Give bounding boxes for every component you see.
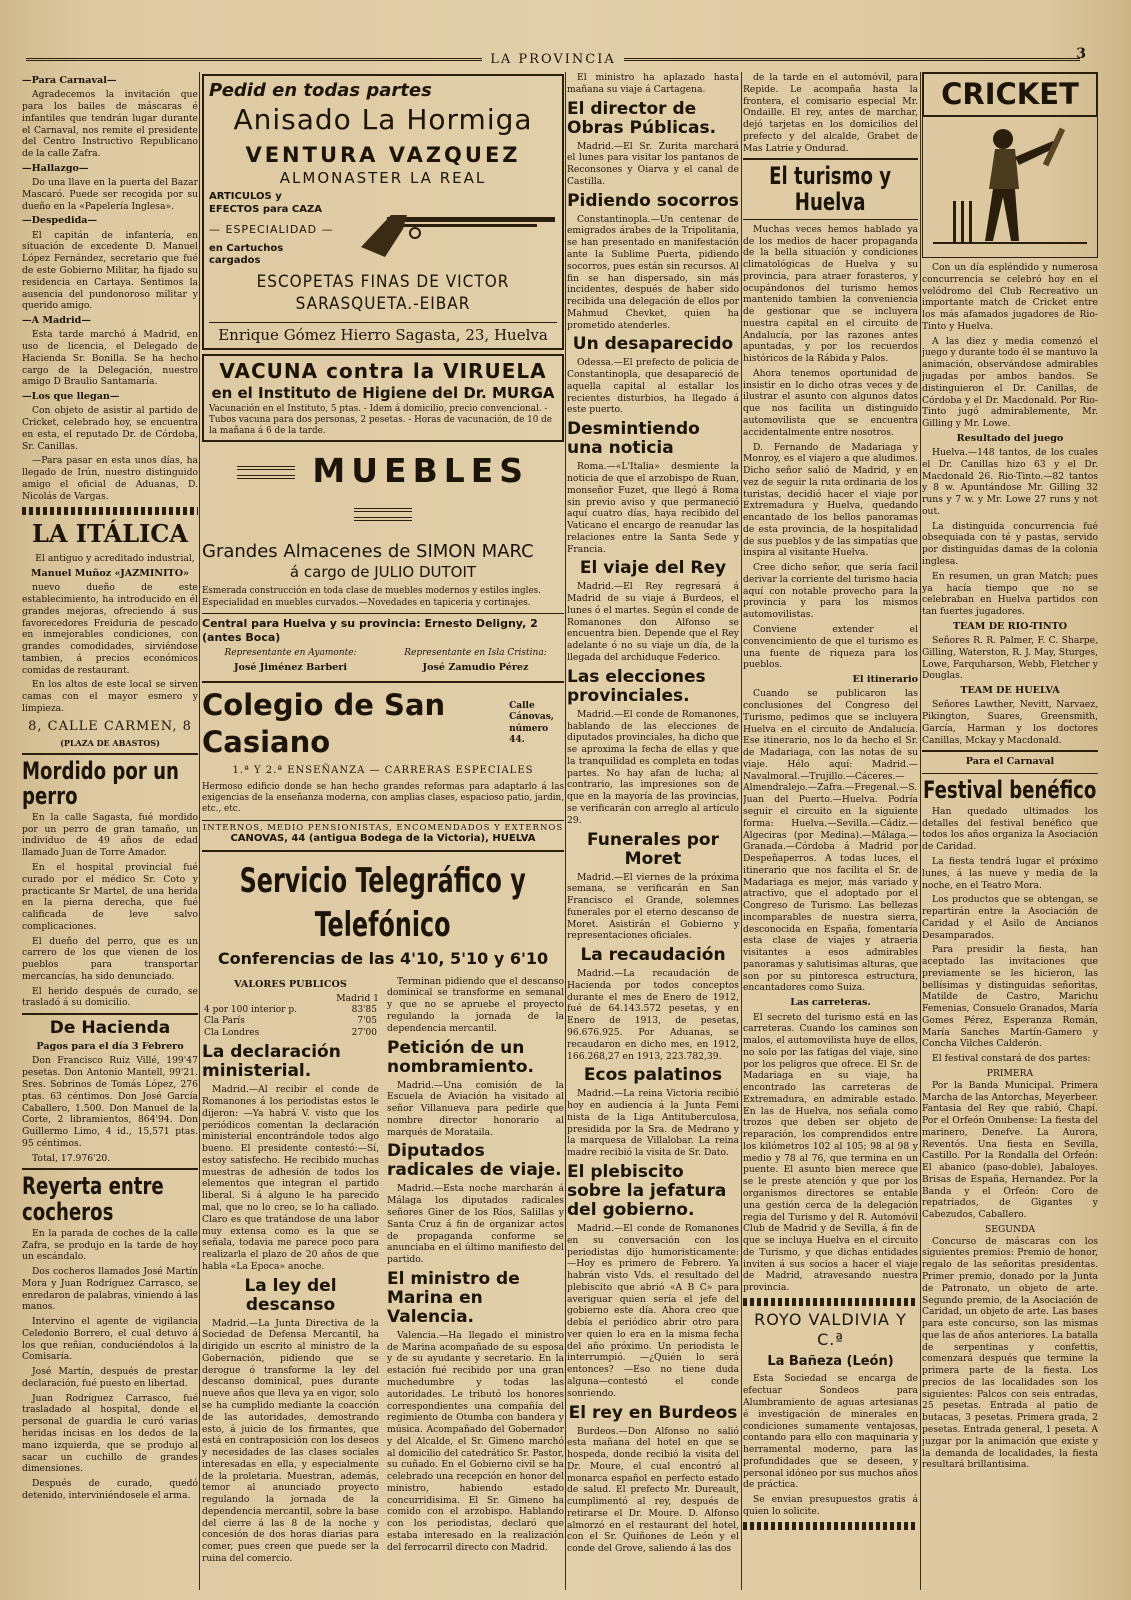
subheading: SEGUNDA xyxy=(984,1223,1036,1235)
ad-line: Grandes Almacenes de SIMON MARC xyxy=(202,541,534,563)
headline: Las elecciones provinciales. xyxy=(567,666,706,706)
subheading: TEAM DE RIO-TINTO xyxy=(952,620,1068,632)
paragraph: Madrid.—Al recibir el conde de Romanones á los periodistas estos le dijeron: —Ya habrá V. visto que los periódicos comentan la declaración ministerial encontrándole todos algo bueno. El presidente contestó:—Sí, estoy satisfecho. He recibido muchas muestras de adhesión de todos los elementos que integran el partido liberal. Si á alguno le ha parecido mal, que no lo creo, se lo ha callado. Claro es que tratándose de una labor muy extensa como es la que se señala, todavia me parece poco para realizarla el plazo de 20 años de que habla «La Epoca» anoche. xyxy=(202,1084,379,1272)
rule xyxy=(22,1013,198,1015)
rule xyxy=(922,750,1098,752)
headline: Festival benéfico xyxy=(923,775,1097,804)
ad-line: á cargo de JULIO DUTOIT xyxy=(289,563,477,582)
ad-line: Colegio de San Casiano xyxy=(202,687,446,759)
subheading: Las carreteras. xyxy=(790,997,871,1009)
paragraph: Madrid.—La Junta Directiva de la Sociedad de Defensa Mercantil, ha dirigido un escrito al ministro de la Gobernación, pidiendo que se derogue ó transforme la ley del descanso dominical, pues durante nueve años que lleva ya en vigor, solo se ha cumplido mediante la coacción de las autoridades, demostrando esto, á juicio de los firmantes, que está en contraposición con los deseos y necesidades de las clases sociales interesadas en ella, y especialmente de la proletaria. Muestran, además, temor al anunciado proyecto regulando la jornada de la dependencia mercantil, sobre la base del cierre á las 8 de la noche y concesión de dos horas diarias para comer, pues creen que puede ser la ruina del comercio. xyxy=(202,1317,379,1564)
subheading: Para el Carnaval xyxy=(965,756,1055,768)
royo-title: ROYO VALDIVIA Y C.ª xyxy=(754,1309,907,1350)
headline: La declaración ministerial. xyxy=(202,1042,341,1082)
paragraph: Madrid.—Esta noche marcharán á Málaga los diputados radicales señores Giner de los Ríos, Salillas y Santa Cruz á fin de organizar actos de propaganda conforme se anunciaba en el último manifiesto del partido. xyxy=(387,1183,564,1266)
paragraph: El antiguo y acreditado industrial, xyxy=(35,553,195,565)
paragraph: Burdeos.—Don Alfonso no salió esta mañana del hotel en que se hospeda, donde recibió la visita del Dr. Moure, el cual encontró al monarca español en perfecto estado de salud. El prefecto Mr. Dureault, cumplimentó al rey, después de retirarse el Dr. Moure. D. Alfonso almorzó en el restaurant del hotel, con el Sr. Quiñones de León y el conde del Grove, saliendo á las dos xyxy=(567,1425,739,1555)
paragraph: La distinguida concurrencia fué obsequiada con té y pastas, servido por distinguidas damas de la colonia inglesa. xyxy=(922,520,1098,567)
paragraph: En los altos de este local se sirven camas con el mayor esmero y limpieza. xyxy=(22,679,198,714)
paragraph: Do una llave en la puerta del Bazar Mascaró. Puede ser recogida por su dueño en la «Papelería Inglesa». xyxy=(22,177,198,212)
paragraph: Odessa.—El prefecto de policia de Constantinopla, que desapareció de aquella capital al estallar los recientes disturbios, ha llegado á este puerto. xyxy=(567,357,739,416)
paragraph: El ministro ha aplazado hasta mañana su viaje á Cartagena. xyxy=(567,72,739,95)
paragraph: Por la Banda Municipal. Primera Marcha de las Antorchas, Meyerbeer. Fantasia del Rey que rabió, Chapí. Por el Orfeón Onubense: La fiesta del marinero, Denefve. La Aurora, Reventós. Una fiesta en Sevilla, Castillo. Por la Rondalla del Orfeón: El abanico (paso-doble), Jabaloyes. Brisas de España, Hernandez. Por la Banda y el Orfeón: Coro de repatriados, de Gigantes y Cabezudos, Caballero. xyxy=(922,1079,1098,1221)
paragraph: El dueño del perro, que es un carrero de los que vienen de los pueblos para transportar mercancías, ha sido denunciado. xyxy=(22,935,198,982)
paragraph: Para presidir la fiesta, han aceptado las invitaciones que previamente se les hicieron, las bellísimas y distinguidas señoritas, Matilde de Castro, Marichu Femenias, Consuelo Granados, María Gomes Pérez, Esperanza Román, María Sanches Martín-Gamero y Concha Vilches Calderón. xyxy=(922,944,1098,1050)
paragraph: Roma.—«L'Italia» desmiente la noticia de que el arzobispo de Ruan, monseñor Fuzet, que llegó á Roma sin previo aviso y que permaneció aquí cuatro días, haya recibido del Vaticano el encargo de reanudar las relaciones entre la Santa Sede y Francia. xyxy=(567,461,739,555)
column-rule xyxy=(199,72,200,1590)
subheading: VALORES PUBLICOS xyxy=(234,978,347,990)
paragraph: D. Fernando de Madariaga y Monroy, es el viajero a que aludimos. Dicho señor salió de Madrid, y en vez de seguir la ruta ordinaria de los turistas, decidió hacer el viaje por Extremadura y Huelva, quedando encantado de los bellos panoramas de esta provincia, de la hospitalidad de sus pueblos y de las simpatías que inspira al visitante Huelva. xyxy=(743,441,918,559)
page-number: 3 xyxy=(1076,46,1088,62)
paragraph: Concurso de máscaras con los siguientes premios: Premio de honor, regalo de las señoritas presidentas. Primer premio, donado por la Junta de Patronato, un objeto de arte. Segundo premio, de la Asociación de Caridad, un objeto de arte. Las bases para este concurso, son las mismas que las de años anteriores. La batalla de serpentinas y confettis, comenzará después que termine la primera parte de la fiesta. Los precios de las localidades son los siguientes: Palcos con seis entradas, 25 pesetas. Entrada al patio de butacas, 3 pesetas. Primera grada, 2 pesetas. Entrada general, 1 peseta. A juzgar por la animación que existe y la demanda de localidades, la fiesta resultará brillantisima. xyxy=(922,1235,1098,1471)
paragraph: Agradecemos la invitación que para los bailes de máscaras é infantiles que tendrán lugar durante el Carnaval, nos remite el presidente del Centro Instructivo Republicano de la calle Zafra. xyxy=(22,89,198,160)
ad-line: en el Instituto de Higiene del Dr. MURGA xyxy=(211,384,555,403)
column-rule xyxy=(565,72,566,1590)
ornament-rule xyxy=(743,1298,918,1306)
ad-line: — ESPECIALIDAD — xyxy=(209,222,334,236)
paragraph: Muchas veces hemos hablado ya de los medios de hacer propaganda de la bella situación y condiciones climatológicas de Huelva y su provincia, para atraer forasteros, y ocupándonos del turismo hemos mantenido tambien la conveniencia de gestionar que se incluyera nuestra capital en el circuito de Andalucía, por las razones antes apuntadas, y por los recuerdos históricos de la Rábida y Palos. xyxy=(743,223,918,365)
rule xyxy=(202,850,564,852)
ad-row xyxy=(202,687,564,761)
subheading: Resultado del juego xyxy=(956,432,1064,444)
paragraph: En el hospital provincial fué curado por el médico Sr. Coto y practicante Sr Martel, de una herida en la pierna derecha, que fué calificada de leve salvo complicaciones. xyxy=(22,862,198,932)
column-2 xyxy=(202,72,564,1592)
paragraph: Cuando se publicaron las conclusiones del Congreso del Turismo, pedimos que se incluyera Huelva en el circuito de Andalucía. Ese itinerario, nos lo da hecho el Sr. de Madariaga, con las notas de su viaje. Hélo aquí: Madrid.—Navalmoral.—Trujillo.—Cáceres.—Almendralejo.—Zafra.—Fregenal.—S. Juan del Puerto.—Huelva. Podría seguir el circuito en la siguiente forma: Huelva.—Sevilla.—Cádiz.—Algeciras (por Medina).—Málaga.—Granada.—Córdoba á Madrid por Despeñaperros. A todas luces, el itinerario que nos facilita el Sr. de Madariaga es mejor, más variado y atractivo, que el adoptado por el Congreso de Turismo. Las bellezas incomparables de nuestra sierra, desconocida en España, fomentaría esta clase de viajes y atraeria visitantes a esos admirables panoramas y salutisimas alturas, que son por su pintoresca estructura, encantadores como Suiza. xyxy=(743,688,918,994)
ad-line: José Jiménez Barberi xyxy=(234,662,347,674)
paragraph: El capitán de infantería, en situación de excedente D. Manuel López Fernández, secretario que fué de este Gobierno Militar, ha fijado su residencia en Cartaya. Sentimos la ausencia del pundonoroso militar y querido amigo. xyxy=(22,229,198,312)
paragraph: Huelva.—148 tantos, de los cuales el Dr. Canillas hizo 63 y el Dr. Macdonald 26. Rio-Tinto.—82 tantos y 8 w. Apuntándose Mr. Gilling 32 runs y 7 w. y Mr. Lowe 27 runs y not out. xyxy=(922,447,1098,517)
headline: El rey en Burdeos xyxy=(568,1402,738,1423)
ad-left xyxy=(209,191,334,268)
section-heading: —A Madrid— xyxy=(22,315,91,327)
paragraph: La fiesta tendrá lugar el próximo lunes, á las nueve y media de la noche, en el Teatro Mora. xyxy=(922,855,1098,891)
paragraph: Juan Rodríguez Carrasco, fué trasladado al hospital, donde el personal de guardia le curó varias heridas incisas en los dedos de la mano izquierda, que se produjo al sacar un cuchillo de grandes dimensiones. xyxy=(22,1392,198,1475)
rule xyxy=(22,753,198,755)
advert-vacuna xyxy=(202,354,564,442)
paragraph: de la tarde en el automóvil, para Repide. Le acompaña hasta la frontera, el comisario especial Mr. Ondaille. El rey, antes de marchar, dejó tarjetas en los domicilios del prefecto y del alcalde, Grabet de Mas Latrie y Ondurad. xyxy=(743,72,918,154)
paragraph: En la parada de coches de la calle Zafra, se produjo en la tarde de hoy un escándalo. xyxy=(22,1227,198,1263)
headline: El plebiscito sobre la jefatura del gobierno. xyxy=(567,1161,727,1220)
paragraph: Se envian presupuestos gratis á quien lo solicite. xyxy=(743,1494,918,1517)
ad-line: INTERNOS, MEDIO PENSIONISTAS, ENCOMENDADOS Y EXTERNOS xyxy=(202,820,564,834)
rule xyxy=(743,219,918,220)
headline: Ecos palatinos xyxy=(583,1065,723,1086)
column-rule xyxy=(920,72,921,1590)
cricket-title: CRICKET xyxy=(922,72,1098,117)
table-row xyxy=(202,1016,379,1028)
masthead-title: LA PROVINCIA xyxy=(490,51,616,67)
ad-line: VACUNA contra la VIRUELA xyxy=(219,358,547,383)
ad-line: en Cartuchos cargados xyxy=(209,242,284,267)
column-rule xyxy=(741,72,742,1590)
section-heading: —Los que llegan— xyxy=(22,391,120,403)
headline: El ministro de Marina en Valencia. xyxy=(387,1268,520,1327)
telegram-columns xyxy=(202,976,564,1568)
headline: Un desaparecido xyxy=(572,334,734,355)
paragraph: Esta Sociedad se encarga de efectuar Sondeos para Alumbramiento de aguas artesianas é investigación de minerales en condiciones sumamente ventajosas, contando para ello con maquinaria y herramental moderno, para las profundidades que se deseen, y personal idóneo por sus muchos años de práctica. xyxy=(743,1373,918,1491)
ornament-rule xyxy=(22,507,198,515)
paragraph: Terminan pidiendo que el descanso dominical se transforme en semanal y que no se apruebe el proyecto regulando la jornada de la dependencia mercantil. xyxy=(387,975,564,1034)
column-3 xyxy=(567,72,739,1592)
paragraph: José Martín, después de prestar declaración, fué puesto en libertad. xyxy=(22,1366,198,1389)
italica-address: 8, CALLE CARMEN, 8 xyxy=(28,718,192,734)
table-cell: Cla París xyxy=(204,1016,245,1027)
paragraph: Madrid.—El Rey regresará á Madrid de su viaje á Burdeos, el lunes ó el martes. Según el conde de Romanones don Alfonso se encuentra bien. Depende que el Rey adelante ó no su viaje un día, de la llegada del archiduque Federico. xyxy=(567,581,739,664)
ad-line: José Zamudio Pérez xyxy=(422,662,529,674)
subheading: El itinerario xyxy=(852,674,918,686)
ad-line: VENTURA VAZQUEZ xyxy=(245,142,521,167)
paragraph: Conviene extender el convencimiento de que el turismo es una fuente de riqueza para los pueblos. xyxy=(743,624,918,671)
ad-line: Pedid en todas partes xyxy=(209,80,432,101)
section-heading: —Despedida— xyxy=(22,215,98,227)
paragraph: Ahora tenemos oportunidad de insistir en lo dicho otras veces y de ilustrar el asunto con algunos datos que nos facilita un distinguido automovilista que se encuentra accidentalmente entre nosotros. xyxy=(743,367,918,438)
masthead-rule-right xyxy=(624,58,1080,61)
table-row xyxy=(202,1005,379,1017)
banner-bar xyxy=(354,508,412,521)
ad-line: ALMONASTER LA REAL xyxy=(279,168,487,187)
section-heading: —Para Carnaval— xyxy=(22,75,117,86)
paragraph: Madrid.—Una comisión de la Escuela de Aviación ha visitado al señor Villanueva para pedirle que nombre director honorario al marqués de Morataila. xyxy=(387,1079,564,1138)
paragraph: Cree dicho señor, que sería facil derivar la corriente del turismo hacia aquí con notable provecho para la provincia y para los mismos automovilistas. xyxy=(743,562,918,621)
ad-line: Calle Cánovas, número 44. xyxy=(509,700,554,746)
ad-line: Representante en Ayamonte: xyxy=(224,647,357,658)
telegram-left xyxy=(202,976,379,1568)
paragraph: Madrid.—El Sr. Zurita marchará el lunes para visitar los pantanos de Reconsones y Oiarva y el canal de Castilla. xyxy=(567,140,739,187)
rule xyxy=(743,158,918,160)
ad-line: ARTICULOS y EFECTOS para CAZA xyxy=(209,190,322,215)
table-row xyxy=(202,1028,379,1040)
ad-line: Representante en Isla Cristina: xyxy=(404,647,547,658)
paragraph: En la calle Sagasta, fué mordido por un perro de gran tamaño, un individuo de 49 años de edad llamado Juan de Torre Amador. xyxy=(22,811,198,859)
headline: La ley del descanso xyxy=(244,1275,337,1315)
paragraph: Constantinopla.—Un centenar de emigrados árabes de la Tripolitania, se han presentado en manifestación ante la Sublime Puerta, pidiendo socorros, pues están sin recursos. Al fin se han dispersado, sin más incidentes, después de haber sido recibida una delegación de ellos por Mahmud Chevket, quien ha prometido atenderles. xyxy=(567,213,739,331)
paragraph: —Para pasar en esta unos días, ha llegado de Irún, nuestro distinguido amigo el oficial de Aduanas, D. Nicolás de Vargas. xyxy=(22,455,198,502)
table-cell: Cla Londres xyxy=(204,1027,260,1038)
ad-representatives xyxy=(202,648,564,677)
ad-line: CANOVAS, 44 (antigua Bodega de la Victoria), HUELVA xyxy=(230,833,536,845)
paragraph: En resumen, un gran Match; pues ya hacía tiempo que no se celebraban en Huelva partidos con tan fuertes jugadores. xyxy=(922,570,1098,618)
paragraph: Madrid.—La recaudación de Hacienda por todos conceptos durante el mes de Enero de 1912, fué de 64.143.572 pesetas, y en Enero de 1913, de pesetas, 96.676.925. Por Aduanas, se recaudaron en dicho mes, en 1912, 166.268,27 en 1913, 223.782,39. xyxy=(567,968,739,1062)
advert-simon-marc xyxy=(202,540,564,677)
cricket-player-icon xyxy=(923,117,1097,255)
headline: El director de Obras Públicas. xyxy=(567,98,717,138)
rule xyxy=(22,1168,198,1170)
paragraph: A las diez y media comenzó el juego y durante todo él se mantuvo la animación, observándose admirables jugadas por ambos bandos. Se distinguieron el Dr. Canillas, de Córdoba y el Dr. Macdonald. Por Rio-Tinto jugó admirablemente, Mr. Gilling y Mr. Lowe. xyxy=(922,335,1098,430)
paragraph: El secreto del turismo está en las carreteras. Cuando los caminos son malos, el automovilista huye de ellos, no solo por las fatigas del viaje, sino por los peligros que ofrece. El Sr. de Madariaga en su viaje, ha encontrado las carreteras de Extremadura, en admirable estado. En las de Huelva, nos señala como trozos que deben ser objeto de reparación, los comprendidos entre los kilómetros 102 al 105; 98 al 98 y medio y 78 al 76, que termina en un puente. El asunto bien merece que se le preste atención y que por los organismos directores se entable una gestión cerca de la delegación regia del Turismo y del R. Automóvil Club de Madrid y de Sevilla, á fin de que se incluya Huelva en el circuito de Turismo, y que dichas entidades inviten á sus socios a hacer el viaje de Madrid, atravesando nuestra provincia. xyxy=(743,1011,918,1294)
headline: Pidiendo socorros xyxy=(567,190,739,211)
ad-line: 1.ª Y 2.ª ENSEÑANZA — CARRERAS ESPECIALES xyxy=(232,764,534,776)
ad-line: Central para Huelva y su provincia: Ernesto Deligny, 2 (antes Boca) xyxy=(202,613,564,645)
ad-line: ESCOPETAS FINAS DE VICTOR SARASQUETA.-EIBAR xyxy=(256,272,510,314)
paragraph: Dos cocheros llamados José Martín Mora y Juan Rodríguez Carrasco, se enredaron de palabras, viniendo á las manos. xyxy=(22,1266,198,1313)
rule xyxy=(922,773,1098,774)
paragraph: El herido después de curado, se trasladó á su domicilio. xyxy=(22,985,198,1009)
paragraph: Con objeto de asistir al partido de Cricket, celebrado hoy, se encuentra en esta, el reputado Dr. de Córdoba, Sr. Canillas. xyxy=(22,405,198,452)
italica-owner: Manuel Muñoz «JAZMINITO» xyxy=(30,568,190,580)
paragraph: El festival constará de dos partes: xyxy=(932,1053,1091,1065)
paragraph: Total, 17.976'20. xyxy=(32,1152,111,1164)
ad-line: Enrique Gómez Hierro Sagasta, 23, Huelva xyxy=(209,322,557,345)
column-1 xyxy=(22,72,198,1592)
telegram-right xyxy=(387,976,564,1568)
valores-city: Madrid 1 xyxy=(336,992,379,1004)
headline: Funerales por Moret xyxy=(587,829,719,869)
headline: Desmintiendo una noticia xyxy=(567,419,700,459)
paragraph: Los productos que se obtengan, se repartirán entre la Asociación de Caridad y el Asilo de Ancianos Desamparados. xyxy=(922,894,1098,941)
ad-line: Vacunación en el Instituto, 5 ptas. - Idem á domicilio, precio convencional. - Tubos vacuna para dos personas, 2 pesetas. - Horas de vacunación, de 10 de la mañana á 6 de la tarde. xyxy=(209,403,552,436)
table-cell: 4 por 100 interior p. xyxy=(204,1004,297,1015)
advert-colegio xyxy=(202,687,564,846)
italica-title: LA ITÁLICA xyxy=(31,518,189,548)
paragraph: Madrid.—La reina Victoria recibió hoy en audiencia á la Junta Femi nista de la Liga Antituberculosa, presidida por la Sra. de Medrano y la marquesa de Villalobar. La reina madre recibió la visita de Sr. Dato. xyxy=(567,1088,739,1159)
banner-bar xyxy=(237,466,295,479)
paragraph: Han quedado ultimados los detalles del festival benéfico que todos los años organiza la Asociación de Caridad. xyxy=(922,805,1098,853)
headline: Mordido por un perro xyxy=(22,756,179,810)
valores-table xyxy=(202,1005,379,1040)
subheading: PRIMERA xyxy=(986,1068,1034,1079)
royo-location: La Bañeza (León) xyxy=(767,1353,894,1369)
shotgun-icon xyxy=(357,199,557,261)
headline: El viaje del Rey xyxy=(579,558,727,579)
paragraph: Señores R. R. Palmer, F. C. Sharpe, Gilling, Waterston, R. J. May, Sturges, Lowe, Farquharson, Webb, Fletcher y Douglas. xyxy=(922,635,1098,682)
banner-text: MUEBLES xyxy=(312,450,530,490)
subheading: TEAM DE HUELVA xyxy=(960,685,1060,697)
ad-row xyxy=(209,191,557,268)
paragraph: Don Francisco Ruiz Villé, 199'47 pesetas. Don Antonio Mantell, 99'21. Sres. Sobrinos de Tomás López, 276 ptas. 63 céntimos. Don José García Caballero, 1.500. Don Manuel de la Corte, 2 libramientos, 864'94. Don Guillermo Limo, 4 id., 15,571 ptas. 95 céntimos. xyxy=(22,1055,198,1149)
table-cell: 27'00 xyxy=(351,1027,377,1038)
ad-line: Hermoso edificio donde se han hecho grandes reformas para adaptarlo á las exigencias de la enseñanza moderna, con amplias clases, espacioso patio, jardin, etc., etc. xyxy=(202,781,564,815)
paragraph: Valencia.—Ha llegado el ministro de Marina acompañado de su esposa y de su ayudante y secretario. En la estación fué recibido por una gran muchedumbre y todas las autoridades. Le tributó los honores correspondientes una compañía del regimiento de Otumba con bandera y música. Acompañado del Gobernador y del Alcalde, el Sr. Gimeno marchó al domicilio del catedrático Sr. Pastor, su cuñado. En el Gobierno civil se ha celebrado una recepción en honor del ministro, habiendo estado concurridisima. El Sr. Gimeno ha comido con el arzobispo. Hablando con los periodistas, declaró que estaba interesado en la realización del ferrocarril directo con Madrid. xyxy=(387,1329,564,1553)
column-4 xyxy=(743,72,918,1592)
rule xyxy=(202,681,564,683)
headline: Petición de un nombramiento. xyxy=(387,1037,534,1077)
advert-anisado xyxy=(202,74,564,350)
column-5 xyxy=(922,72,1098,1592)
headline: Diputados radicales de viaje. xyxy=(387,1141,562,1181)
paragraph: Madrid.—El conde de Romanones en su conversación con los periodistas dijo humoristicamente: —Hoy es primero de Febrero. Ya habrán visto Vds. el resultado del plebiscito que abrió «A B C» para averiguar quien sería el jefe del gobierno este día. Ahora creo que debía el periódico abrir otro para ver quien lo era en la misma fecha del año próximo. Un periodista le interrumpió. —¿Quién lo será entonces? —Eso no tiene duda alguna—contestó el conde sonriendo. xyxy=(567,1223,739,1399)
paragraph: Madrid.—El viernes de la próxima semana, se verificarán en San Francisco el Grande, solemnes funerales por el eterno descanso de Moret. Asistirán el Gobierno y representaciones oficiales. xyxy=(567,871,739,942)
headline: De Hacienda xyxy=(49,1018,171,1039)
masthead-rule-left xyxy=(26,58,482,61)
paragraph: Con un día espléndido y numerosa concurrencia se celebró hoy en el velódromo del Club Recreativo un importante match de Cricket entre los más afamados jugadores de Rio-Tinto y Huelva. xyxy=(922,262,1098,332)
headline: Reyerta entre cocheros xyxy=(22,1172,164,1226)
section-heading: —Hallazgo— xyxy=(22,162,89,174)
paragraph: nuevo dueño de este establecimiento, ha introducido en él grandes mejoras, ofreciendo á sus favorecedores Freiduria de pescado en inmejorables condiciones, con grandes comodidades, sirviéndose tambien, á precios económicos comidas de restaurant. xyxy=(22,582,198,676)
paragraph: Madrid.—El conde de Romanones, hablando de las elecciones de diputados provinciales, ha dicho que se aproxima la fecha de ellas y que la tranquilidad es completa en todas partes. No hay afan de lucha; al contrario, las impresiones son de que en la mayoría de las provincias, se verificarán con arreglo al artículo 29. xyxy=(567,708,739,826)
subheading: Pagos para el día 3 Febrero xyxy=(36,1041,184,1053)
headline: La recaudación xyxy=(580,945,726,966)
masthead xyxy=(18,46,1088,68)
headline-telegrafico: Servicio Telegráfico y Telefónico xyxy=(239,861,527,945)
paragraph: Esta tarde marchó á Madrid, en uso de licencia, el Delegado de Hacienda Sr. Bonilla. Se ha hecho cargo de la Delegación, nuestro amigo D Braulio Santamaría. xyxy=(22,329,198,388)
subheadline: Conferencias de las 4'10, 5'10 y 6'10 xyxy=(217,949,549,969)
italica-plaza: (PLAZA DE ABASTOS) xyxy=(60,738,160,749)
paragraph: Después de curado, quedó detenido, interviniéndosele el arma. xyxy=(22,1478,198,1501)
headline: El turismo y Huelva xyxy=(769,162,892,216)
ad-line: Esmerada construcción en toda clase de muebles modernos y estilos ingles. Especialidad en muebles curvados.—Novedades en tapiceria y cortinajes. xyxy=(202,586,541,608)
ornament-rule xyxy=(743,1522,918,1530)
cricket-illustration xyxy=(922,117,1098,258)
paragraph: Intervino el agente de vigilancia Celedonio Borrero, el cual detuvo á los que reñian, conduciéndolos á la Comisaría. xyxy=(22,1316,198,1363)
muebles-banner xyxy=(202,450,564,534)
ad-line: Anisado La Hormiga xyxy=(233,103,533,137)
paragraph: Señores Lawther, Nevitt, Narvaez, Pikington, Suares, Greensmith, García, Harman y los doctores Canillas, Mckay y Macdonald. xyxy=(922,699,1098,746)
table-cell: 7'05 xyxy=(357,1016,377,1027)
table-cell: 83'85 xyxy=(351,1004,377,1015)
